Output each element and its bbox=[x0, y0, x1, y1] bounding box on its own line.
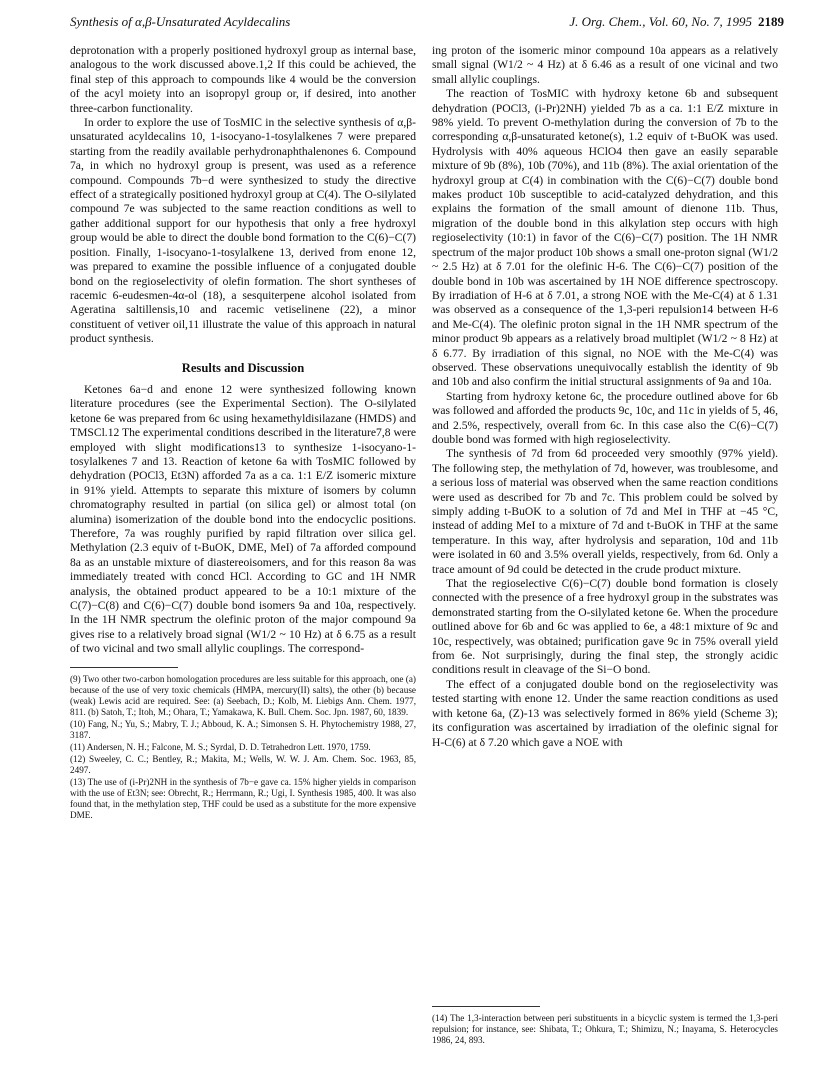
journal-name: J. Org. Chem., Vol. 60, No. 7, 1995 bbox=[569, 14, 752, 29]
paragraph: The effect of a conjugated double bond on the regioselectivity was tested starting with enone 12. Under the same reaction conditions as used with ketone 6a, (Z)-13 was selectively formed in 86% yield (Scheme 3); its configuration was ascertained by irradiation of the olefinic signal for H-C(6) at δ 7.20 which gave a NOE with bbox=[432, 677, 778, 749]
paragraph: In order to explore the use of TosMIC in the selective synthesis of α,β-unsaturated acyldecalins 10, 1-isocyano-1-tosylalkenes 7 were prepared starting from the readily available perhydronaphthalenones 6. Compound 7a, in which no hydroxyl group is present, was used as a reference compound. Compounds 7b−d were synthesized to study the directive effect of a strategically positioned hydroxyl group at C(4). The O-silylated compound 7e was subjected to the same reaction conditions as well to gather additional support for our hypothesis that only a free hydroxyl group would be able to direct the double bond formation to the C(6)−C(7) position. Finally, 1-isocyano-1-tosylalkene 13, derived from enone 12, was prepared to examine the possible influence of a conjugated double bond on the regioselectivity of olefin formation. The short syntheses of racemic 6-eudesmen-4α-ol (18), a sesquiterpene alcohol isolated from Ageratina saltillensis,10 and racemic vetiselinene (22), a minor constituent of vetiver oil,11 illustrate the value of this approach in natural product synthesis. bbox=[70, 116, 416, 346]
journal-citation-header bbox=[569, 14, 784, 30]
footnote: (11) Andersen, N. H.; Falcone, M. S.; Syrdal, D. D. Tetrahedron Lett. 1970, 1759. bbox=[70, 741, 371, 752]
footnote-divider bbox=[70, 667, 178, 668]
paragraph: deprotonation with a properly positioned hydroxyl group as internal base, analogous to the work discussed above.1,2 If this could be achieved, the final step of this approach to compounds like 4 would be the conversion of the acyl moiety into an isopropyl group or, if desired, into another three-carbon functionality. bbox=[70, 44, 416, 115]
paragraph: Starting from hydroxy ketone 6c, the procedure outlined above for 6b was followed and afforded the products 9c, 10c, and 11c in yields of 5, 46, and 2.5%, respectively, overall from 6c. In this case also the C(6)−C(7) double bond was formed with high regioselectivity. bbox=[432, 389, 778, 446]
footnote: (13) The use of (i-Pr)2NH in the synthesis of 7b−e gave ca. 15% higher yields in comparison with the use of Et3N; see: Obrecht, R.; Herrmann, R.; Ugi, I. Synthesis 1985, 400. It was also found that, in the methylation step, THF could be used as a substitute for the more expensive DME. bbox=[70, 776, 416, 820]
footnote: (12) Sweeley, C. C.; Bentley, R.; Makita, M.; Wells, W. W. J. Am. Chem. Soc. 1963, 85, 2497. bbox=[70, 753, 416, 775]
page-number: 2189 bbox=[758, 14, 784, 29]
footnote: (9) Two other two-carbon homologation procedures are less suitable for this approach, one (a) because of the use of very toxic chemicals (HMPA, mercury(II) salts), the other (b) because (weak) Lewis acid are required. See: (a) Seebach, D.; Kolb, M. Liebigs Ann. Chem. 1977, 811. (b) Satoh, T.; Itoh, M.; Ohara, T.; Yamakawa, K. Bull. Chem. Soc. Jpn. 1987, 60, 1839. bbox=[70, 673, 416, 717]
footnote: (14) The 1,3-interaction between peri substituents in a bicyclic system is termed the 1,3-peri repulsion; for instance, see: Shibata, T.; Ohkura, T.; Shimizu, N.; Inayama, S. Heterocycles 1986, 24, 893. bbox=[432, 1013, 778, 1045]
running-title: Synthesis of α,β-Unsaturated Acyldecalins bbox=[70, 14, 291, 29]
section-heading: Results and Discussion bbox=[181, 360, 305, 375]
footnotes bbox=[70, 674, 416, 821]
left-column bbox=[70, 44, 416, 822]
right-footnotes bbox=[432, 1006, 778, 1046]
paragraph: The reaction of TosMIC with hydroxy ketone 6b and subsequent dehydration (POCl3, (i-Pr)2NH) yielded 7b as a ca. 1:1 E/Z mixture in 98% yield. To prevent O-methylation during the conversion of 7b to the corresponding α,β-unsaturated ketone(s), 1.2 equiv of t-BuOK was used. Hydrolysis with 40% aqueous HClO4 then gave an easily separable mixture of 9b (8%), 10b (70%), and 11b (8%). The axial orientation of the hydroxyl group at C(4) in combination with the C(6)−C(7) double bond makes product 10b susceptible to acid-catalyzed dehydration, and this explains the formation of the small amount of dienone 11b. Thus, migration of the double bond in this alkylation step occurs with high regioselectivity (10:1) in favor of the C(6)−C(7) position. The 1H NMR spectrum of the major product 10b shows a small one-proton signal (W1/2 ~ 2.5 Hz) at δ 7.01 for the olefinic H-6. The C(6)−C(7) position of the double bond in 10b was ascertained by 1H NOE difference spectroscopy. By irradiation of H-6 at δ 7.01, a strong NOE with the Me-C(4) at δ 1.31 was observed as a consequence of the 1,3-peri repulsion14 between H-6 and Me-C(4). The olefinic proton signal in the 1H NMR spectrum of the minor product 9b appears as a relatively broad multiplet (W1/2 ~ 8 Hz) at δ 6.77. By irradiation of this signal, no NOE with the Me-C(4) was observed. These observations unequivocally establish the identity of 9b and 10b and also confirm the initial structural assignments of 9a and 10a. bbox=[432, 87, 778, 389]
right-column bbox=[432, 44, 778, 750]
footnote-divider bbox=[432, 1006, 540, 1007]
paragraph: Ketones 6a−d and enone 12 were synthesized following known literature procedures (see the Experimental Section). The O-silylated ketone 6e was prepared from 6c using hexamethyldisilazane (HMDS) and TMSCl.12 The experimental conditions described in the literature7,8 were employed with slight modifications13 to synthesize 1-isocyano-1-tosylalkenes 7 and 13. Reaction of ketone 6a with TosMIC followed by dehydration (POCl3, Et3N) afforded 7a as a ca. 1:1 E/Z isomeric mixture in 91% yield. Attempts to separate this mixture of isomers by column chromatography resulted in partial (on silica gel) or almost total (on alumina) isomerization of the double bond into the endocyclic positions. Therefore, 7a was roughly purified by rapid filtration over silica gel. Methylation (2.3 equiv of t-BuOK, DME, MeI) of 7a afforded compound 8a as an unstable mixture of diastereoisomers, and for this reason 8a was immediately treated with concd HCl. According to GC and 1H NMR analysis, the obtained product appeared to be a 10:1 mixture of the C(7)−C(8) and C(6)−C(7) double bond isomers 9a and 10a, respectively. In the 1H NMR spectrum the olefinic proton of the major compound 9a gives rise to a relatively broad signal (W1/2 ~ 10 Hz) at δ 6.75 as a result of two vicinal and two small allylic couplings. The correspond- bbox=[70, 382, 416, 656]
paragraph: The synthesis of 7d from 6d proceeded very smoothly (97% yield). The following step, the methylation of 7d, however, was troublesome, and a serious loss of material was observed when the same reaction conditions were used as described for 7b and 7c. This problem could be solved by simply adding t-BuOK to a solution of 7d and MeI in THF at −45 °C, instead of adding MeI to a mixture of 7d and t-BuOK in THF at the same temperature. In this way, after hydrolysis and separation, 10d and 11b were isolated in 60 and 3.5% overall yields, respectively, from 6d. Only a trace amount of 9d could be detected in the crude product mixture. bbox=[432, 447, 778, 576]
paragraph: ing proton of the isomeric minor compound 10a appears as a relatively small signal (W1/2 ~ 4 Hz) at δ 6.46 as a result of one vicinal and two small allylic couplings. bbox=[432, 44, 778, 86]
paragraph: That the regioselective C(6)−C(7) double bond formation is closely connected with the presence of a free hydroxyl group in the substrates was demonstrated starting from the O-silylated ketone 6e. When the procedure outlined above for 6b and 6c was applied to 6e, a 48:1 mixture of 9c and 10c, respectively, was obtained; purification gave 9c in 75% overall yield from 6e. Not surprisingly, during the final step, the strongly acidic conditions result in cleavage of the Si−O bond. bbox=[432, 577, 778, 677]
footnote: (10) Fang, N.; Yu, S.; Mabry, T. J.; Abboud, K. A.; Simonsen S. H. Phytochemistry 1988, 27, 3187. bbox=[70, 718, 416, 740]
